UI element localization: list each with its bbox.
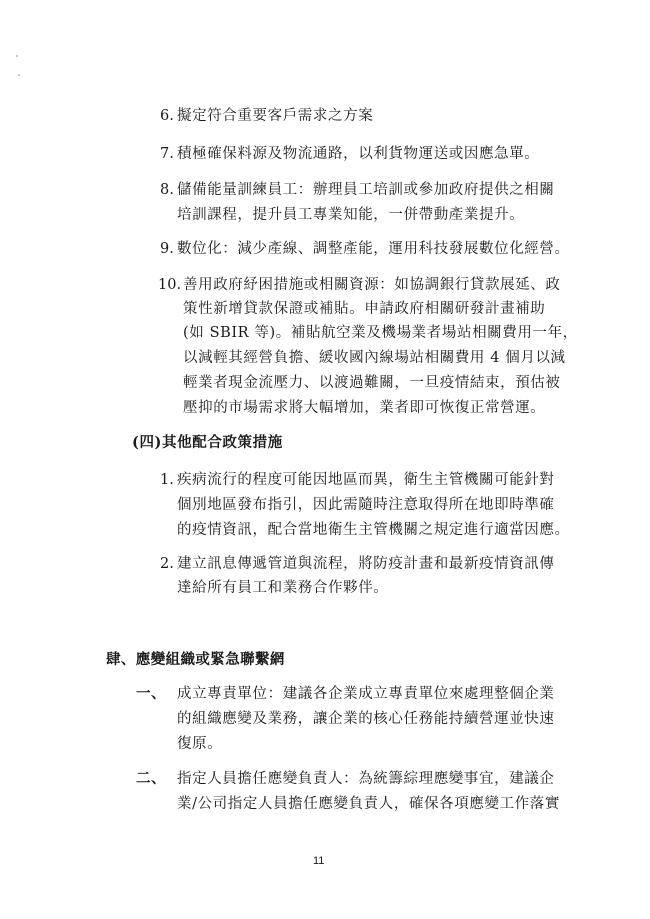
item-text-line: 業/公司指定人員擔任應變負責人，確保各項應變工作落實 xyxy=(177,796,560,812)
item-text-line: 策性新增貸款保證或補貼。申請政府相關研發計畫補助 xyxy=(183,301,546,317)
item-text-line: 儲備能量訓練員工：辦理員工培訓或參加政府提供之相關 xyxy=(177,182,555,198)
item-text-line: 復原。 xyxy=(177,736,223,752)
scan-speck xyxy=(18,74,20,76)
item-text-line: 指定人員擔任應變負責人：為統籌綜理應變事宜，建議企 xyxy=(177,771,555,787)
item-text-line: 達給所有員工和業務合作夥伴。 xyxy=(177,580,389,596)
item-number: 9. xyxy=(160,241,174,257)
item-text-line: 建立訊息傳遞管道與流程，將防疫計畫和最新疫情資訊傳 xyxy=(177,556,555,572)
item-number: 二、 xyxy=(136,770,167,787)
item-text-line: 成立專責單位：建議各企業成立專責單位來處理整個企業 xyxy=(177,686,555,702)
scan-speck xyxy=(16,55,18,57)
item-text-line: 擬定符合重要客戶需求之方案 xyxy=(177,108,374,124)
item-text-line: 善用政府紓困措施或相關資源：如協調銀行貸款展延、政 xyxy=(183,277,561,293)
item-text-line: 的疫情資訊，配合當地衛生主管機關之規定進行適當因應。 xyxy=(177,522,570,538)
item-text-line: 疾病流行的程度可能因地區而異，衛生主管機關可能針對 xyxy=(177,472,555,488)
item-text-line: 的組織應變及業務，讓企業的核心任務能持續營運並快速 xyxy=(177,711,555,727)
item-text-line: 數位化：減少產線、調整產能，運用科技發展數位化經營。 xyxy=(177,241,570,257)
chapter-title: 肆、應變組織或緊急聯繫網 xyxy=(106,651,285,668)
page-number: 11 xyxy=(313,855,325,867)
item-number: 6. xyxy=(160,108,174,124)
item-text-line: 以減輕其經營負擔、緩收國內線場站相關費用 4 個月以減 xyxy=(183,350,566,366)
item-number: 7. xyxy=(160,146,174,162)
item-number: 8. xyxy=(160,182,174,198)
item-number: 2. xyxy=(160,556,174,572)
item-text-line: 培訓課程，提升員工專業知能，一併帶動產業提升。 xyxy=(177,207,525,223)
item-text-line: (如 SBIR 等)。補貼航空業及機場業者場站相關費用一年， xyxy=(183,325,578,341)
item-number: 1. xyxy=(160,472,174,488)
section-heading: (四)其他配合政策措施 xyxy=(132,434,283,451)
item-number: 一、 xyxy=(136,685,167,702)
item-number: 10. xyxy=(158,277,182,293)
item-text-line: 積極確保料源及物流通路，以利貨物運送或因應急單。 xyxy=(177,146,540,162)
item-text-line: 個別地區發布指引，因此需隨時注意取得所在地即時準確 xyxy=(177,497,555,513)
item-text-line: 輕業者現金流壓力、以渡過難關，一旦疫情結束，預估被 xyxy=(183,375,561,391)
item-text-line: 壓抑的市場需求將大幅增加，業者即可恢復正常營運。 xyxy=(183,400,546,416)
